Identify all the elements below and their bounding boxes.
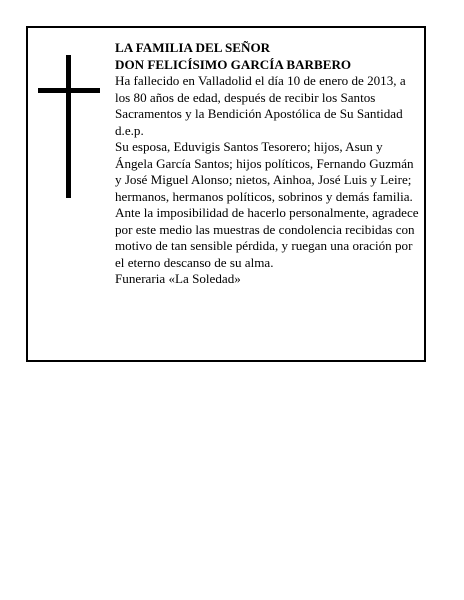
gratitude-paragraph: Ante la imposibilidad de hacerlo personalmente, agradece por este medio las muestras de condolencia recibidas con motivo de tan sensible pérdida, y ruegan una oración por el eterno descanso de su alma.: [115, 205, 419, 270]
notice-heading-line1: LA FAMILIA DEL SEÑOR: [115, 40, 271, 55]
cross-horizontal-bar: [38, 88, 100, 93]
notice-heading-line2: DON FELICÍSIMO GARCÍA BARBERO: [115, 56, 352, 72]
notice-text: [115, 40, 423, 288]
obituary-notice: [26, 26, 426, 362]
cross-icon: [38, 55, 100, 198]
death-announcement-paragraph: Ha fallecido en Valladolid el día 10 de enero de 2013, a los 80 años de edad, después de recibir los Santos Sacramentos y la Bendición Apostólica de Su Santidad d.e.p.: [115, 73, 406, 138]
cross-vertical-bar: [66, 55, 71, 198]
funeral-home: Funeraria «La Soledad»: [115, 271, 241, 286]
family-paragraph: Su esposa, Eduvigis Santos Tesorero; hijos, Asun y Ángela García Santos; hijos políticos, Fernando Guzmán y José Miguel Alonso; nietos, Ainhoa, José Luis y Leire; hermanos, hermanos políticos, sobrinos y demás familia.: [115, 139, 414, 204]
